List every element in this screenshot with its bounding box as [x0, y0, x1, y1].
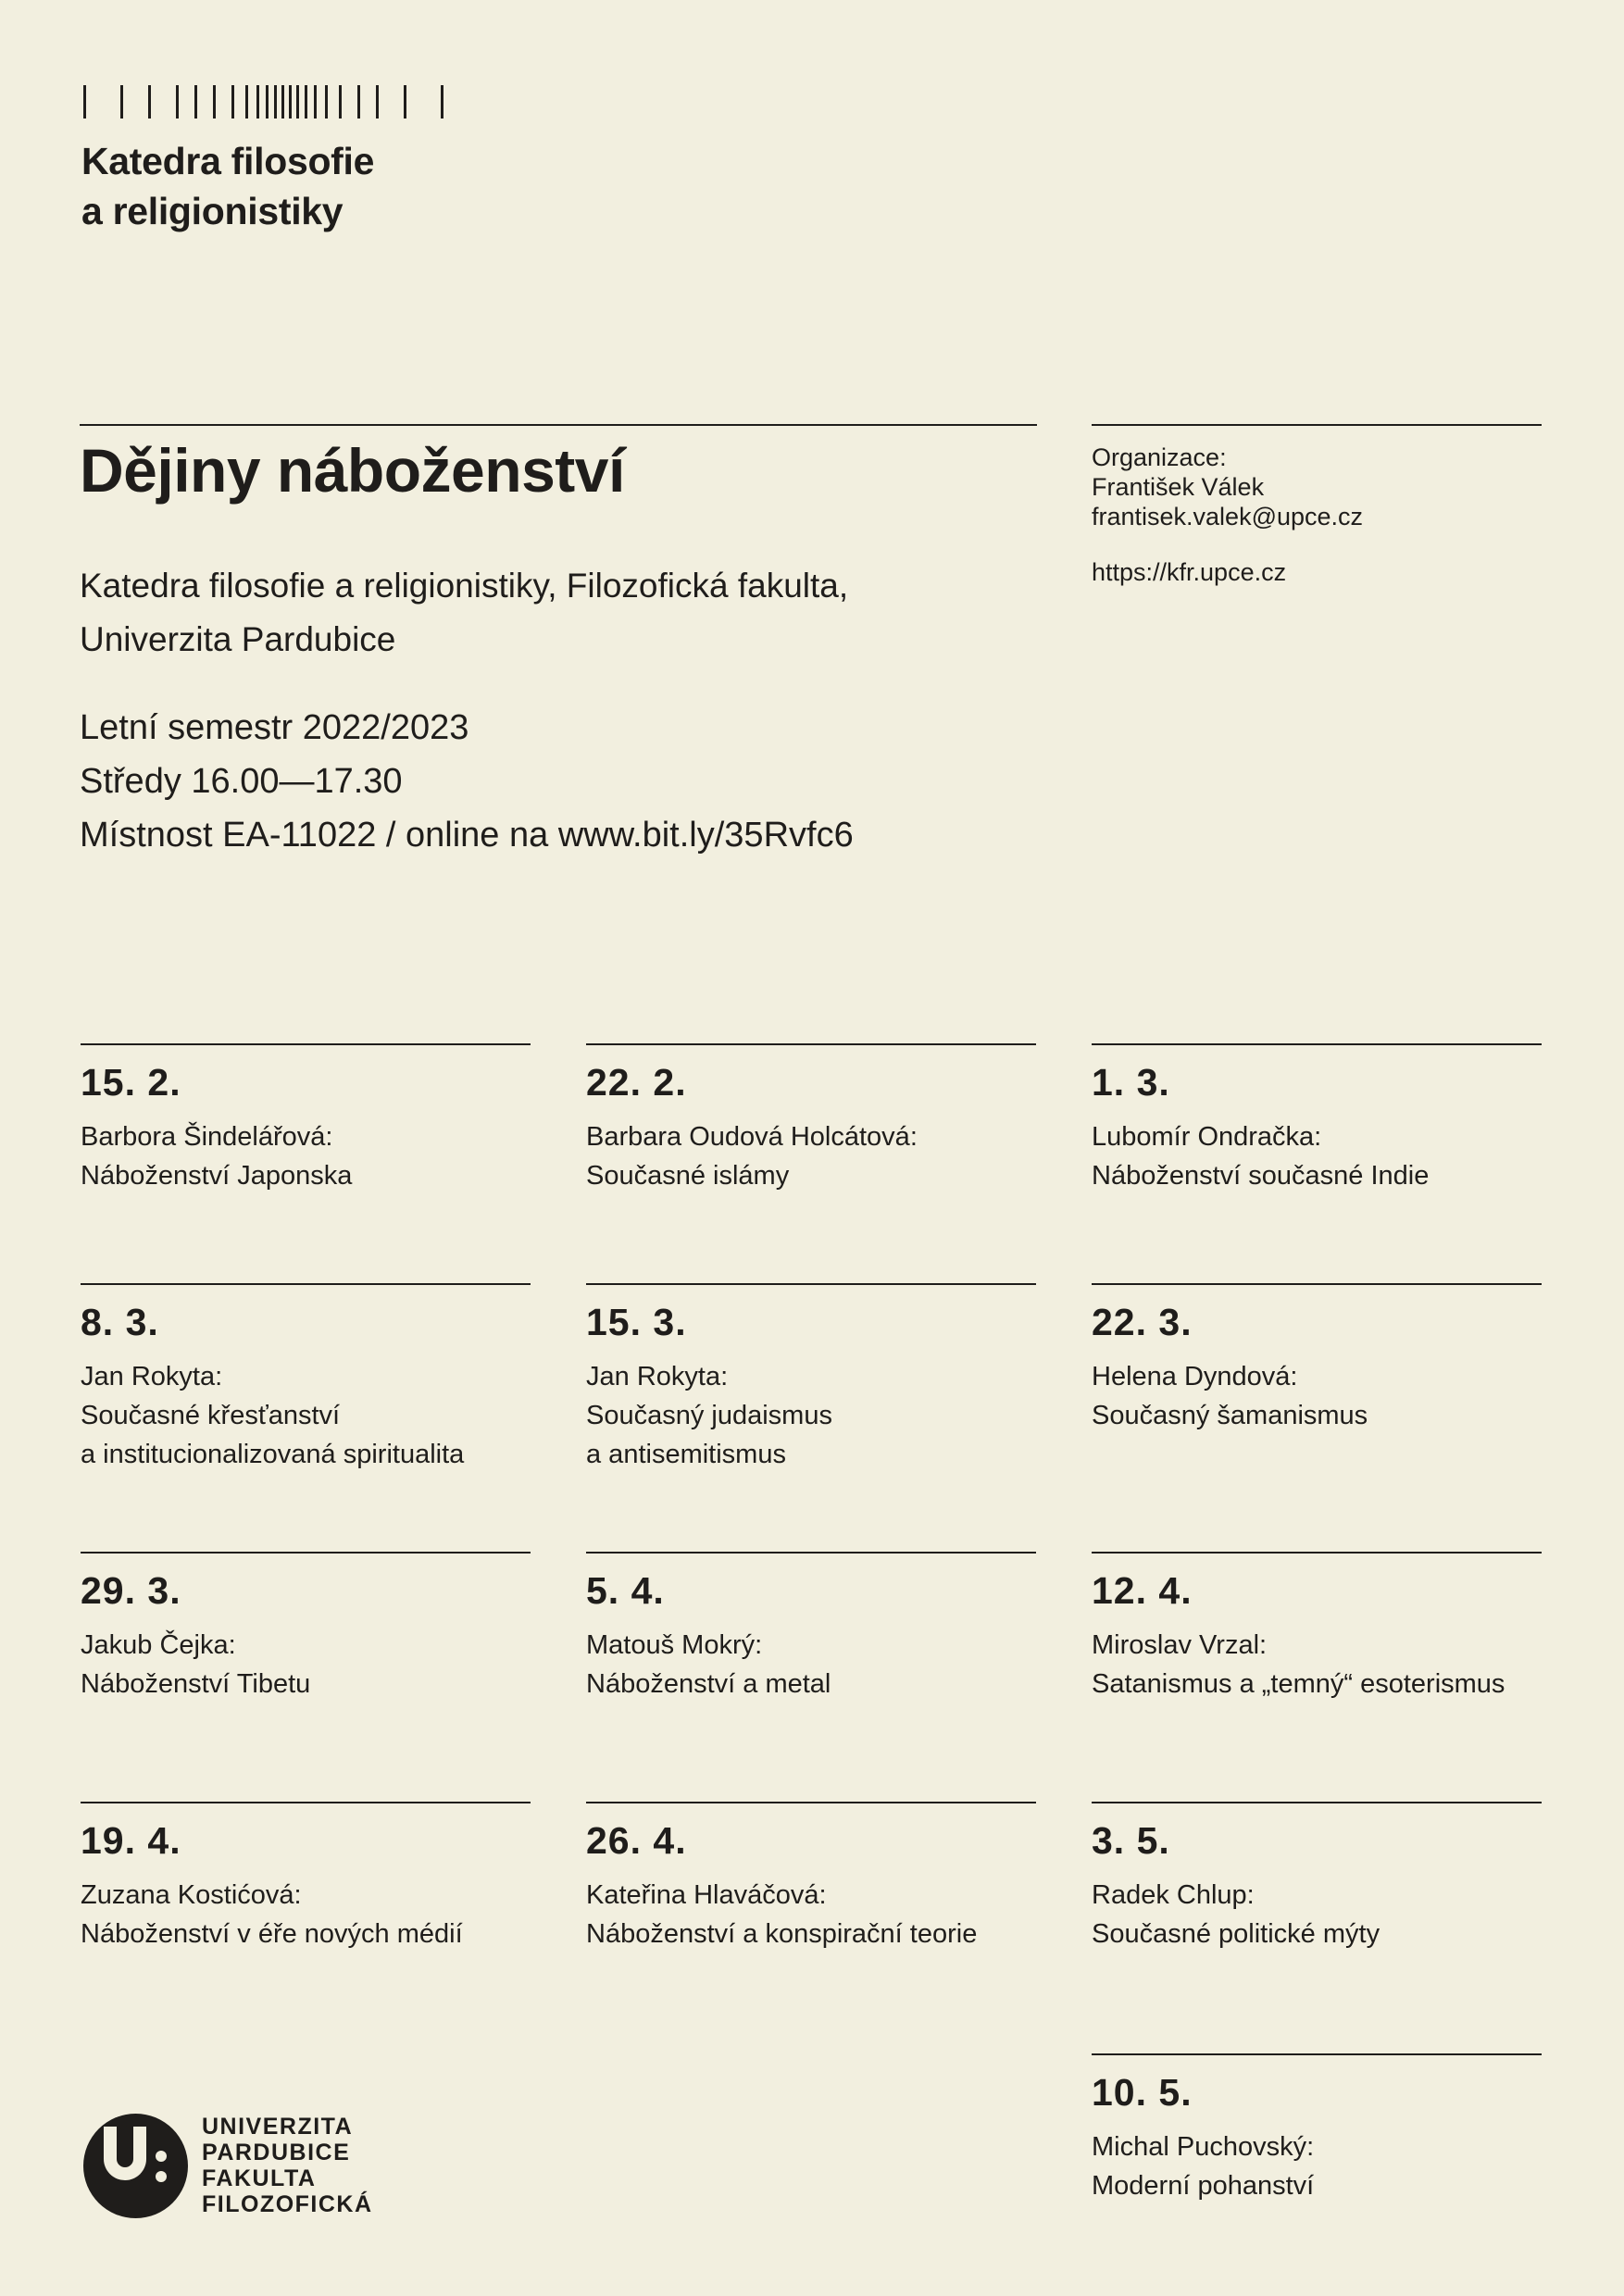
- course-room: Místnost EA-11022 / online na www.bit.ly/35Rvfc6: [80, 816, 854, 855]
- wordmark-line2: PARDUBICE: [202, 2140, 351, 2165]
- course-subtitle-line1: Katedra filosofie a religionistiky, Filozofická fakulta,: [80, 567, 849, 605]
- course-info: [80, 701, 854, 862]
- lecture-topic: Současné politické mýty: [1092, 1919, 1380, 1949]
- logo-dot-top: [156, 2151, 167, 2162]
- barcode-bar: [296, 85, 299, 119]
- lecture-divider: [81, 1552, 531, 1554]
- lecture-speaker: Jan Rokyta:: [81, 1362, 223, 1391]
- lecture-date: 29. 3.: [81, 1569, 181, 1612]
- lecture-speaker: Barbora Šindelářová:: [81, 1122, 333, 1152]
- lecture-topic: Současný šamanismus: [1092, 1401, 1368, 1430]
- barcode-bar: [314, 85, 317, 119]
- lecture-item: [81, 1568, 310, 1703]
- barcode-bar: [83, 85, 86, 119]
- wordmark-line3: FAKULTA: [202, 2165, 317, 2191]
- lecture-date: 5. 4.: [586, 1569, 665, 1612]
- barcode-bar: [194, 85, 197, 119]
- barcode-bar: [404, 85, 406, 119]
- university-wordmark: [202, 2114, 373, 2217]
- lecture-topic: Současné křesťanství: [81, 1401, 341, 1430]
- course-title: Dějiny náboženství: [80, 436, 625, 505]
- lecture-divider: [586, 1802, 1036, 1803]
- lecture-speaker: Radek Chlup:: [1092, 1880, 1255, 1910]
- course-semester: Letní semestr 2022/2023: [80, 708, 469, 747]
- lecture-item: [1092, 1060, 1429, 1195]
- lecture-item: [586, 1060, 918, 1195]
- logo-dot-bottom: [156, 2171, 167, 2182]
- lecture-item: [586, 1818, 977, 1953]
- department-name-line1: Katedra filosofie: [81, 140, 375, 182]
- lecture-speaker: Lubomír Ondračka:: [1092, 1122, 1322, 1152]
- barcode-bar: [281, 85, 284, 119]
- lecture-speaker: Helena Dyndová:: [1092, 1362, 1298, 1391]
- barcode-bar: [256, 85, 259, 119]
- lecture-date: 19. 4.: [81, 1819, 181, 1862]
- lecture-divider: [586, 1043, 1036, 1045]
- lecture-date: 15. 3.: [586, 1301, 687, 1343]
- lecture-date: 22. 3.: [1092, 1301, 1193, 1343]
- lecture-item: [81, 1060, 352, 1195]
- lecture-item: [81, 1300, 464, 1474]
- barcode-bar: [245, 85, 248, 119]
- lecture-topic: Náboženství a konspirační teorie: [586, 1919, 978, 1949]
- lecture-topic: Moderní pohanství: [1092, 2171, 1315, 2201]
- lecture-speaker: Zuzana Kostićová:: [81, 1880, 302, 1910]
- organizer-divider: [1092, 424, 1542, 426]
- barcode-bar: [357, 85, 360, 119]
- lecture-date: 12. 4.: [1092, 1569, 1193, 1612]
- lecture-speaker: Jakub Čejka:: [81, 1630, 236, 1660]
- lecture-divider: [81, 1043, 531, 1045]
- barcode-bar: [441, 85, 443, 119]
- university-u-logo-icon: [83, 2114, 188, 2218]
- wordmark-line1: UNIVERZITA: [202, 2114, 354, 2140]
- lecture-topic: Náboženství Tibetu: [81, 1669, 311, 1699]
- lecture-topic: Náboženství v éře nových médií: [81, 1919, 463, 1949]
- lecture-topic: Náboženství současné Indie: [1092, 1161, 1430, 1191]
- lecture-speaker: Matouš Mokrý:: [586, 1630, 763, 1660]
- lecture-divider: [1092, 1802, 1542, 1803]
- lecture-divider: [1092, 1552, 1542, 1554]
- lecture-topic: Náboženství Japonska: [81, 1161, 353, 1191]
- course-subtitle: [80, 559, 1006, 667]
- lecture-divider: [586, 1283, 1036, 1285]
- lecture-topic: Současné islámy: [586, 1161, 790, 1191]
- lecture-date: 8. 3.: [81, 1301, 159, 1343]
- lecture-speaker: Kateřina Hlaváčová:: [586, 1880, 827, 1910]
- barcode-bar: [339, 85, 342, 119]
- lecture-item: [1092, 1568, 1505, 1703]
- lecture-speaker: Jan Rokyta:: [586, 1362, 729, 1391]
- lecture-topic: a antisemitismus: [586, 1440, 786, 1469]
- barcode-bar: [213, 85, 216, 119]
- organizer-label: Organizace:: [1092, 443, 1227, 471]
- lecture-date: 22. 2.: [586, 1061, 687, 1104]
- lecture-divider: [1092, 1283, 1542, 1285]
- lecture-topic: Satanismus a „temný“ esoterismus: [1092, 1669, 1505, 1699]
- lecture-topic: a institucionalizovaná spiritualita: [81, 1440, 465, 1469]
- barcode-bar: [289, 85, 292, 119]
- barcode-bar: [376, 85, 379, 119]
- lecture-item: [586, 1300, 832, 1474]
- lecture-date: 26. 4.: [586, 1819, 687, 1862]
- lecture-divider: [81, 1802, 531, 1803]
- lecture-divider: [1092, 1043, 1542, 1045]
- lecture-date: 3. 5.: [1092, 1819, 1170, 1862]
- lecture-item: [1092, 1300, 1368, 1435]
- lecture-speaker: Miroslav Vrzal:: [1092, 1630, 1268, 1660]
- department-name-line2: a religionistiky: [81, 190, 344, 232]
- barcode-bar: [266, 85, 269, 119]
- barcode-bar: [305, 85, 307, 119]
- lecture-item: [586, 1568, 831, 1703]
- logo-u-shape: [104, 2127, 146, 2180]
- barcode-bar: [231, 85, 234, 119]
- lecture-divider: [1092, 2053, 1542, 2055]
- barcode-bar: [176, 85, 179, 119]
- organizer-email-link[interactable]: frantisek.valek@upce.cz: [1092, 503, 1364, 530]
- course-subtitle-line2: Univerzita Pardubice: [80, 620, 396, 658]
- course-time: Středy 16.00—17.30: [80, 762, 403, 801]
- lecture-divider: [586, 1552, 1036, 1554]
- organizer-name: František Válek: [1092, 473, 1265, 501]
- website-link[interactable]: https://kfr.upce.cz: [1092, 558, 1287, 586]
- lecture-topic: Současný judaismus: [586, 1401, 832, 1430]
- course-divider: [80, 424, 1037, 426]
- barcode-bar: [325, 85, 328, 119]
- lecture-speaker: Michal Puchovský:: [1092, 2132, 1315, 2162]
- lecture-date: 1. 3.: [1092, 1061, 1170, 1104]
- lecture-divider: [81, 1283, 531, 1285]
- barcode-bar: [148, 85, 151, 119]
- lecture-date: 15. 2.: [81, 1061, 181, 1104]
- lecture-speaker: Barbara Oudová Holcátová:: [586, 1122, 918, 1152]
- lecture-item: [1092, 2070, 1314, 2205]
- department-name: [81, 136, 374, 236]
- barcode-decoration: [83, 85, 454, 119]
- lecture-date: 10. 5.: [1092, 2071, 1193, 2114]
- barcode-bar: [274, 85, 277, 119]
- wordmark-line4: FILOZOFICKÁ: [202, 2191, 373, 2217]
- lecture-item: [1092, 1818, 1380, 1953]
- barcode-bar: [120, 85, 123, 119]
- organizer-info: [1092, 443, 1363, 531]
- lecture-topic: Náboženství a metal: [586, 1669, 831, 1699]
- lecture-item: [81, 1818, 463, 1953]
